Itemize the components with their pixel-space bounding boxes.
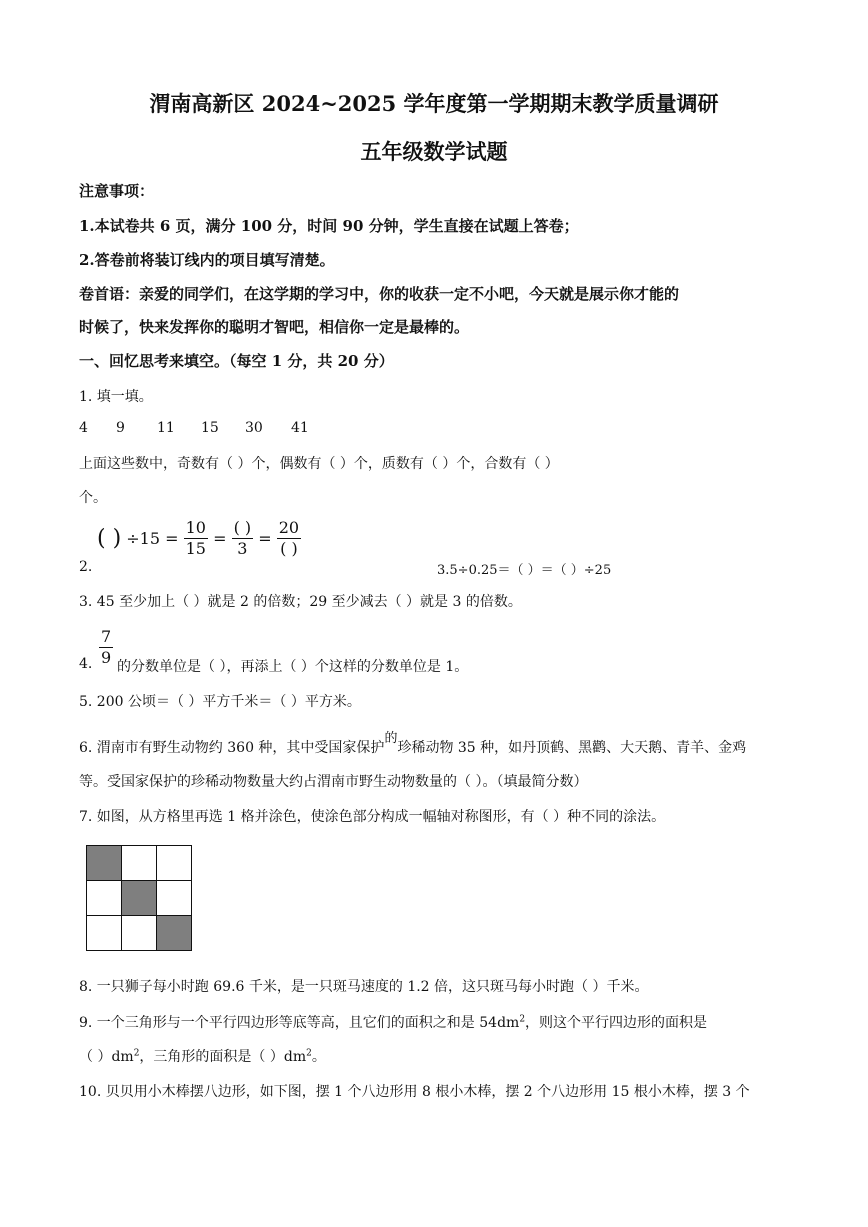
q4-text: 的分数单位是（ ），再添上（ ）个这样的分数单位是 1。 xyxy=(117,659,469,675)
preface-line-1: 卷首语：亲爱的同学们，在这学期的学习中，你的收获一定不小吧，今天就是展示你才能的 xyxy=(79,285,680,303)
q6-line-1-part-b: 珍稀动物 35 种，如丹顶鹤、黑鹳、大天鹅、青羊、金鸡 xyxy=(397,740,747,756)
q6-line-1-part-a: 6. 渭南市有野生动物约 360 种，其中受国家保护 xyxy=(79,740,385,756)
q2-equals: = xyxy=(213,529,227,548)
q2-frac1-denominator: 15 xyxy=(185,539,206,558)
q9-line-2-part-c: 。 xyxy=(311,1049,326,1065)
q2-label: 2. xyxy=(79,559,93,575)
q9-line-2-part-b: ，三角形的面积是（ ）dm xyxy=(139,1049,307,1065)
q1-number: 15 xyxy=(201,420,219,436)
grid-row xyxy=(87,916,192,951)
grid-cell-empty xyxy=(87,881,122,916)
q9-line-1 xyxy=(79,1012,707,1032)
q2-equals: = xyxy=(258,529,272,548)
q9-line-2 xyxy=(79,1046,326,1066)
q1-line-2: 个。 xyxy=(79,490,107,506)
q9-line-1-part-b: ，则这个平行四边形的面积是 xyxy=(525,1015,708,1031)
notes-item-2: 2.答卷前将装订线内的项目填写清楚。 xyxy=(79,251,335,269)
q2-frac2-denominator: 3 xyxy=(237,539,248,558)
q4-frac-numerator: 7 xyxy=(101,627,112,646)
q2-frac2-numerator: ( ) xyxy=(233,518,252,537)
q1-number: 30 xyxy=(245,420,263,436)
grid-cell-empty xyxy=(122,846,157,881)
q5-text: 5. 200 公顷＝（ ）平方千米＝（ ）平方米。 xyxy=(79,694,361,710)
exam-title: 渭南高新区 2024~2025 学年度第一学期期末教学质量调研 xyxy=(149,91,719,116)
q7-text: 7. 如图，从方格里再选 1 格并涂色，使涂色部分构成一幅轴对称图形，有（ ）种不同的涂法。 xyxy=(79,809,666,825)
q1-number: 4 xyxy=(79,420,88,436)
q1-number: 11 xyxy=(157,420,175,436)
q2-divide-15: ÷15 = xyxy=(126,529,179,548)
q2-fraction-1 xyxy=(184,518,208,559)
q6-superscript-char: 的 xyxy=(384,731,398,746)
q9-superscript: 2 xyxy=(306,1048,312,1059)
q7-grid xyxy=(86,845,192,951)
grid-row xyxy=(87,881,192,916)
grid-cell-shaded xyxy=(157,916,192,951)
grid-cell-shaded xyxy=(122,881,157,916)
q9-line-2-part-a: （ ）dm xyxy=(79,1049,134,1065)
q9-superscript: 2 xyxy=(133,1048,140,1059)
grid-cell-empty xyxy=(157,846,192,881)
grid-row xyxy=(87,846,192,881)
preface-line-2: 时候了，快来发挥你的聪明才智吧，相信你一定是最棒的。 xyxy=(79,318,470,336)
q2-frac3-denominator: ( ) xyxy=(280,539,298,558)
q9-superscript: 2 xyxy=(519,1014,526,1025)
q1-number: 41 xyxy=(291,420,309,436)
q2-fraction-equation xyxy=(97,518,301,559)
q4-frac-denominator: 9 xyxy=(101,648,112,667)
q8-text: 8. 一只狮子每小时跑 69.6 千米，是一只斑马速度的 1.2 倍，这只斑马每小时跑（ ）千米。 xyxy=(79,979,649,995)
q9-line-1-part-a: 9. 一个三角形与一个平行四边形等底等高，且它们的面积之和是 54dm xyxy=(79,1015,520,1031)
q6-line-1 xyxy=(79,731,747,757)
grid-cell-shaded xyxy=(87,846,122,881)
q2-fraction-3 xyxy=(277,518,301,559)
q2-fraction-2 xyxy=(232,518,254,559)
q1-number: 9 xyxy=(116,420,125,436)
notes-item-1: 1.本试卷共 6 页，满分 100 分，时间 90 分钟，学生直接在试题上答卷； xyxy=(79,217,579,235)
q4-label: 4. xyxy=(79,656,93,672)
grid-cell-empty xyxy=(122,916,157,951)
q4-fraction-7-9 xyxy=(99,627,113,668)
q10-text: 10. 贝贝用小木棒摆八边形，如下图，摆 1 个八边形用 8 根小木棒，摆 2 个八边形用 15 根小木棒，摆 3 个 xyxy=(79,1084,750,1100)
notes-heading: 注意事项： xyxy=(79,182,155,200)
q1-line-1: 上面这些数中，奇数有（ ）个，偶数有（ ）个，质数有（ ）个，合数有（ ） xyxy=(79,456,559,472)
q6-line-2: 等。受国家保护的珍稀动物数量大约占渭南市野生动物数量的（ ）。（填最简分数） xyxy=(79,774,588,790)
q1-label: 1. 填一填。 xyxy=(79,389,153,405)
q2-lhs-blank: ( ) xyxy=(97,526,122,551)
grid-cell-empty xyxy=(157,881,192,916)
q2-frac3-numerator: 20 xyxy=(278,518,300,537)
q2-decimal-equation: 3.5÷0.25＝（ ）＝（ ）÷25 xyxy=(437,563,612,578)
section1-heading: 一、回忆思考来填空。（每空 1 分，共 20 分） xyxy=(79,352,394,370)
q3-text: 3. 45 至少加上（ ）就是 2 的倍数；29 至少减去（ ）就是 3 的倍数。 xyxy=(79,594,522,610)
q4-fraction xyxy=(99,627,113,668)
q2-frac1-numerator: 10 xyxy=(185,518,206,537)
exam-subtitle: 五年级数学试题 xyxy=(360,139,508,164)
grid-cell-empty xyxy=(87,916,122,951)
